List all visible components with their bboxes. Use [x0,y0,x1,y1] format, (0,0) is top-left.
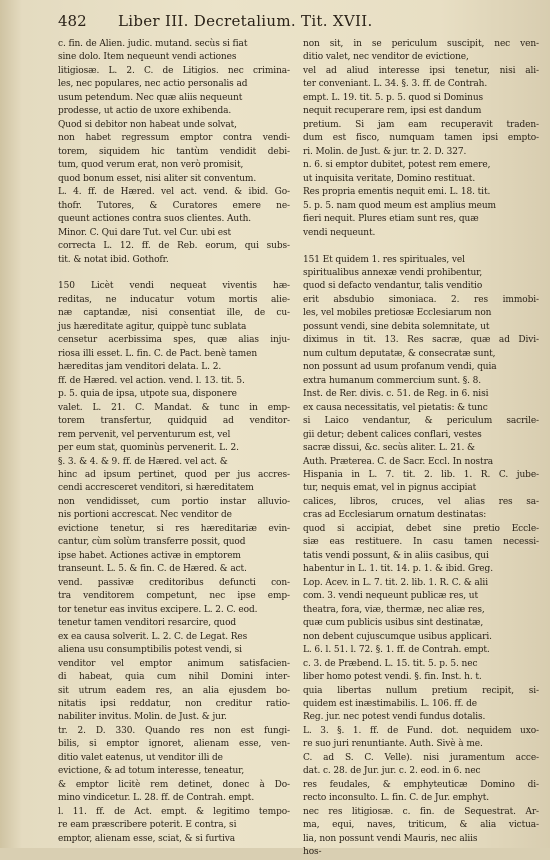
text-line: & emptor licitè rem detinet, donec à Do- [58,779,290,790]
text-line [303,240,539,253]
text-line: num cultum deputatæ, & consecratæ sunt, [303,348,496,359]
page-header [58,12,538,34]
text-line: ter conveniant. L. 34. §. 3. ff. de Contrah. [303,79,488,90]
text-line: empt. L. 19. tit. 5. p. 5. quod si Dominus [303,92,484,103]
text-line: nitatis ipsi reddatur, non creditur ratio- [58,698,290,709]
text-line: valet. L. 21. C. Mandat. & tunc in emp- [58,402,290,413]
text-line: tum, quod verum erat, non verò promisit, [58,160,244,171]
text-line: ditio valet eatenus, ut venditor illi de [58,752,223,763]
text-line: reditas, ne inducatur votum mortis alie- [58,294,290,305]
text-line: Hispania in L. 7. tit. 2. lib. 1. R. C. jube- [303,470,539,480]
text-line: sacræ dissui, &c. secùs aliter. L. 21. & [303,443,475,454]
text-line: quidem est inæstimabilis. L. 106. ff. de [303,698,477,709]
text-line: Auth. Præterea. C. de Sacr. Eccl. In nostra [303,456,494,467]
text-line: Lop. Acev. in L. 7. tit. 2. lib. 1. R. C. & alii [303,577,488,588]
text-line [58,267,290,280]
text-line: nabiliter invitus. Molin. de Just. & jur. [58,712,227,723]
text-line: liber homo potest vendi. §. fin. Inst. h. t. [303,672,482,683]
text-line: Quod si debitor non habeat unde solvat, [58,119,237,130]
text-line: habentur in L. 1. tit. 14. p. 1. & ibid. Greg. [303,564,493,575]
text-line: non possunt ad usum profanum vendi, quia [303,362,497,373]
text-line: calices, libros, cruces, vel alias res sa- [303,496,539,507]
text-line: cendi accresceret venditori, si hæreditatem [58,483,254,494]
text-line: ex ea causa solverit. L. 2. C. de Legat. Res [58,631,248,642]
text-line: nis portioni accrescat. Nec venditor de [58,510,232,521]
text-line: res feudales, & emphyteuticæ Domino di- [303,779,539,790]
text-line: extra humanum commercium sunt. §. 8. [303,375,482,386]
text-line: ff. de Hæred. vel action. vend. l. 13. tit. 5. [58,375,245,386]
text-line: possunt vendi, sine debita solemnitate, ut [303,321,490,332]
text-line: torem, siquidem hic tantùm vendidit debi- [58,146,290,157]
text-line: per eum stat, quominùs pervenerit. L. 2. [58,443,239,454]
text-line: tenetur tamen venditori resarcire, quod [58,618,237,629]
text-line: vendi nequeunt. [303,227,376,238]
text-line: non vendidisset, cum portio instar alluvio- [58,496,290,507]
text-line: dat. c. 28. de Jur. jur. c. 2. eod. in 6. nec [303,766,481,777]
text-line: ri. Molin. de Just. & jur. tr. 2. D. 327. [303,146,467,157]
text-line: Reg. jur. nec potest vendi fundus dotalis. [303,712,486,723]
text-line: n. 6. si emptor dubitet, potest rem emere, [303,160,491,171]
text-line: 5. p. 5. nam quod meum est amplius meum [303,200,496,211]
text-line: si Laico vendantur, & periculum sacrile- [303,416,539,427]
text-line: vend. passivæ creditoribus defuncti con- [58,577,290,588]
text-line: cras ad Ecclesiarum ornatum destinatas: [303,510,487,521]
text-line: spiritualibus annexæ vendi prohibentur, [303,267,483,278]
text-line: l. 11. ff. de Act. empt. & legitimo tempo- [58,806,290,817]
text-line: riosa illi esset. L. fin. C. de Pact. benè tamen [58,348,258,359]
text-line: non habet regressum emptor contra vendi- [58,133,290,144]
text-line: jus hæreditate agitur, quippè tunc sublata [58,321,247,332]
text-line: usum petendum. Nec quæ aliis nequeunt [58,92,243,103]
text-line: næ captandæ, nisi consentiat ille, de cu- [58,308,290,319]
text-line: queunt actiones contra suos clientes. Auth. [58,214,252,225]
text-line: hos- [303,847,322,858]
text-line: L. 3. §. 1. ff. de Fund. dot. nequidem uxo- [303,725,539,736]
text-line: bilis, si emptor ignoret, alienam esse, ven- [58,739,290,750]
text-line: quod si defacto vendantur, talis venditio [303,281,483,292]
page-number: 482 [58,12,87,30]
text-line: tit. & notat ibid. Gothofr. [58,254,169,265]
text-line: Inst. de Rer. divis. c. 51. de Reg. in 6. nisi [303,389,489,400]
text-line: 151 Et quidem 1. res spirituales, vel [303,254,465,265]
text-line: tra venditorem competunt, nec ipse emp- [58,591,290,602]
text-line: les, nec populares, nec actio personalis ad [58,79,248,90]
text-line: mino vindicetur. L. 28. ff. de Contrah. empt. [58,793,255,804]
text-line: tor tenetur eas invitus excipere. L. 2. C. eod. [58,604,258,615]
text-line: quia libertas nullum pretium recipit, si- [303,685,539,696]
text-line: transeunt. L. 5. & fin. C. de Hæred. & act. [58,564,247,575]
text-line: L. 6. l. 51. l. 72. §. 1. ff. de Contrah. empt. [303,645,490,656]
text-line: c. 3. de Præbend. L. 15. tit. 5. p. 5. nec [303,658,478,669]
text-line: lia, non possunt vendi Mauris, nec aliis [303,833,478,844]
text-line: siæ eas restituere. In casu tamen necessi- [303,537,539,548]
text-line: theatra, fora, viæ, thermæ, nec aliæ res, [303,604,485,615]
text-line: dum est fisco, numquam tamen ipsi empto- [303,133,539,144]
text-line: correcta L. 12. ff. de Reb. eorum, qui subs- [58,241,290,252]
text-line: Minor. C. Qui dare Tut. vel Cur. ubi est [58,227,232,238]
text-line: gii detur; debent calices conflari, vestes [303,429,482,440]
text-line: §. 3. & 4. & 9. ff. de Hæred. vel act. & [58,456,228,467]
text-line: ex causa necessitatis, vel pietatis: & tunc [303,402,488,413]
text-line: hæreditas jam venditori delata. L. 2. [58,362,222,373]
text-line: torem transfertur, quidquid ad venditor- [58,416,290,427]
running-title: Liber III. Decretalium. Tit. XVII. [118,12,373,30]
text-line: emptor, alienam esse, sciat, & si furtiva [58,833,236,844]
text-line: les, vel mobiles pretiosæ Ecclesiarum non [303,308,492,319]
text-line: p. 5. quia de ipsa, utpote sua, disponere [58,389,237,400]
text-line: recto inconsulto. L. fin. C. de Jur. emphyt. [303,793,490,804]
text-line: vel ad aliud interesse ipsi tenetur, nisi ali- [303,65,539,76]
text-line: fieri nequit. Plures etiam sunt res, quæ [303,214,479,225]
text-line: aliena usu consumptibilis potest vendi, si [58,645,242,656]
text-line: sine dolo. Item nequeunt vendi actiones [58,52,237,63]
text-line: nequit recuperare rem, ipsi est dandum [303,106,482,117]
text-line: hinc ad ipsum pertinet, quod per jus accres- [58,470,290,480]
text-line: 150 Licèt vendi nequeat viventis hæ- [58,281,290,292]
text-line: prodesse, ut actio de uxore exhibenda. [58,106,232,117]
text-line: ditio valet, nec venditor de evictione, [303,52,469,63]
text-line: re eam præscribere poterit. E contra, si [58,820,237,831]
text-line: C. ad S. C. Velle). nisi juramentum acce- [303,752,539,763]
text-line: censetur acerbissima spes, quæ alias inju- [58,335,290,346]
text-line: ipse habet. Actiones activæ in emptorem [58,550,241,561]
text-line: rem pervenit, vel perventurum est, vel [58,429,231,440]
text-line: L. 4. ff. de Hæred. vel act. vend. & ibid. Go- [58,187,290,198]
text-line: litigiosæ. L. 2. C. de Litigios. nec crimina- [58,65,290,76]
text-line: venditor vel emptor animum satisfacien- [58,658,290,669]
text-line: pretium. Si jam eam recuperavit traden- [303,119,539,130]
text-line: diximus in tit. 13. Res sacræ, quæ ad Divi- [303,335,539,346]
text-line: c. fin. de Alien. judic. mutand. secùs si fiat [58,39,248,49]
left-text-column [58,38,290,846]
text-line: re suo juri renuntiante. Auth. Sivè à me. [303,739,483,750]
text-line: di habeat, quia cum nihil Domini inter- [58,672,290,683]
text-line: quod bonum esset, nisi aliter sit conventum. [58,173,257,184]
text-line: cantur, cùm solùm transferre possit, quod [58,537,246,548]
text-line: com. 3. vendi nequeunt publicæ res, ut [303,591,478,602]
text-line: ma, equi, naves, triticum, & alia victua- [303,820,539,831]
text-line: evictione, & ad totum interesse, teneatur, [58,766,245,777]
text-line: evictione tenetur, si res hæreditariæ evin- [58,523,290,534]
text-line: quæ cum publicis usibus sint destinatæ, [303,618,484,629]
text-line: ut inquisita veritate, Domino restituat. [303,173,476,184]
text-line: nec res litigiosæ. c. fin. de Sequestrat. Ar- [303,806,539,817]
text-line: non debent cujuscumque usibus applicari. [303,631,492,642]
text-line: tr. 2. D. 330. Quando res non est fungi- [58,725,290,736]
right-text-column [303,38,539,860]
text-line: sit utrum eadem res, an alia ejusdem bo- [58,685,290,696]
text-line: quod si accipiat, debet sine pretio Eccle- [303,523,539,534]
text-line: non sit, in se periculum suscipit, nec ven- [303,39,539,49]
text-line: thofr. Tutores, & Curatores emere ne- [58,200,290,211]
text-line: erit absdubio simoniaca. 2. res immobi- [303,294,539,305]
text-line: tatis vendi possunt, & in aliis casibus, qui [303,550,489,561]
text-line: Res propria ementis nequit emi. L. 18. tit. [303,187,491,198]
text-line: tur, nequis emat, vel in pignus accipiat [303,483,477,494]
